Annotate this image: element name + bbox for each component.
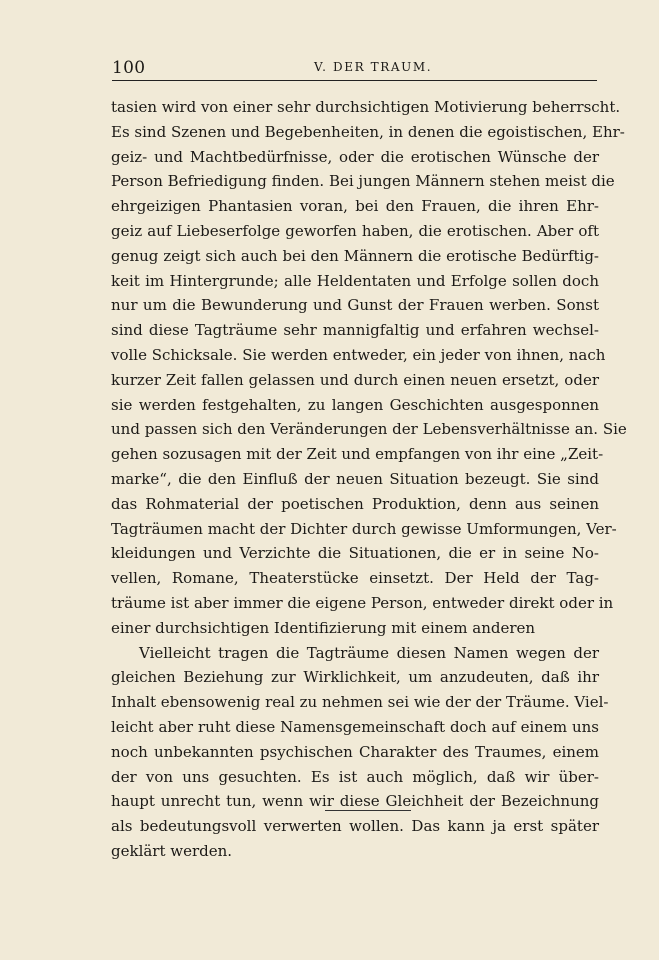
text-line: der von uns gesuchten. Es ist auch möglich, daß wir über- [111, 767, 599, 786]
section-end-rule [325, 810, 411, 811]
text-line: noch unbekannten psychischen Charakter des Traumes, einem [111, 742, 599, 761]
text-line: volle Schicksale. Sie werden entweder, ein jeder von ihnen, nach [111, 345, 606, 364]
text-line: leicht aber ruht diese Namensgemeinschaft doch auf einem uns [111, 717, 599, 736]
text-line: als bedeutungsvoll verwerten wollen. Das kann ja erst später [111, 817, 599, 836]
text-line: keit im Hintergrunde; alle Heldentaten und Erfolge sollen doch [111, 271, 599, 290]
running-title: V. DER TRAUM. [314, 60, 433, 74]
text-line: geiz auf Liebeserfolge geworfen haben, die erotischen. Aber oft [111, 221, 599, 240]
text-line: gleichen Beziehung zur Wirklichkeit, um anzudeuten, daß ihr [111, 668, 599, 687]
text-line: ehrgeizigen Phantasien voran, bei den Frauen, die ihren Ehr- [111, 197, 599, 216]
text-line: Tagträumen macht der Dichter durch gewisse Umformungen, Ver- [111, 519, 617, 538]
text-line: genug zeigt sich auch bei den Männern die erotische Bedürftig- [111, 246, 599, 265]
text-line: vellen, Romane, Theaterstücke einsetzt. Der Held der Tag- [111, 569, 599, 588]
text-line: gehen sozusagen mit der Zeit und empfangen von ihr eine „Zeit- [111, 445, 604, 464]
text-line-indented: Vielleicht tragen die Tagträume diesen Namen wegen der [139, 643, 599, 662]
text-line: und passen sich den Veränderungen der Lebensverhältnisse an. Sie [111, 420, 627, 439]
text-line: kleidungen und Verzichte die Situationen, die er in seine No- [111, 544, 599, 563]
text-line: kurzer Zeit fallen gelassen und durch einen neuen ersetzt, oder [111, 370, 599, 389]
text-line: Person Befriedigung finden. Bei jungen Männern stehen meist die [111, 172, 615, 191]
body-text [111, 95, 627, 864]
page-header [112, 58, 597, 82]
text-line: das Rohmaterial der poetischen Produktion, denn aus seinen [111, 494, 599, 513]
text-line: Inhalt ebensowenig real zu nehmen sei wie der der Träume. Viel- [111, 693, 609, 712]
text-line: einer durchsichtigen Identifizierung mit einem anderen [111, 618, 536, 637]
text-line: Es sind Szenen und Begebenheiten, in denen die egoistischen, Ehr- [111, 122, 625, 141]
text-line: sie werden festgehalten, zu langen Geschichten ausgesponnen [111, 395, 599, 414]
text-line: marke“, die den Einfluß der neuen Situation bezeugt. Sie sind [111, 469, 599, 488]
text-line: geiz- und Machtbedürfnisse, oder die erotischen Wünsche der [111, 147, 599, 166]
text-line: haupt unrecht tun, wenn wir diese Gleichheit der Bezeichnung [111, 792, 599, 811]
text-line: nur um die Bewunderung und Gunst der Frauen werben. Sonst [111, 296, 599, 315]
text-line: geklärt werden. [111, 841, 233, 860]
text-line: träume ist aber immer die eigene Person, entweder direkt oder in [111, 593, 614, 612]
text-line: sind diese Tagträume sehr mannigfaltig und erfahren wechsel- [111, 321, 599, 340]
header-rule [112, 80, 597, 81]
page-number: 100 [112, 58, 146, 78]
text-line: tasien wird von einer sehr durchsichtigen Motivierung beherrscht. [111, 98, 621, 116]
